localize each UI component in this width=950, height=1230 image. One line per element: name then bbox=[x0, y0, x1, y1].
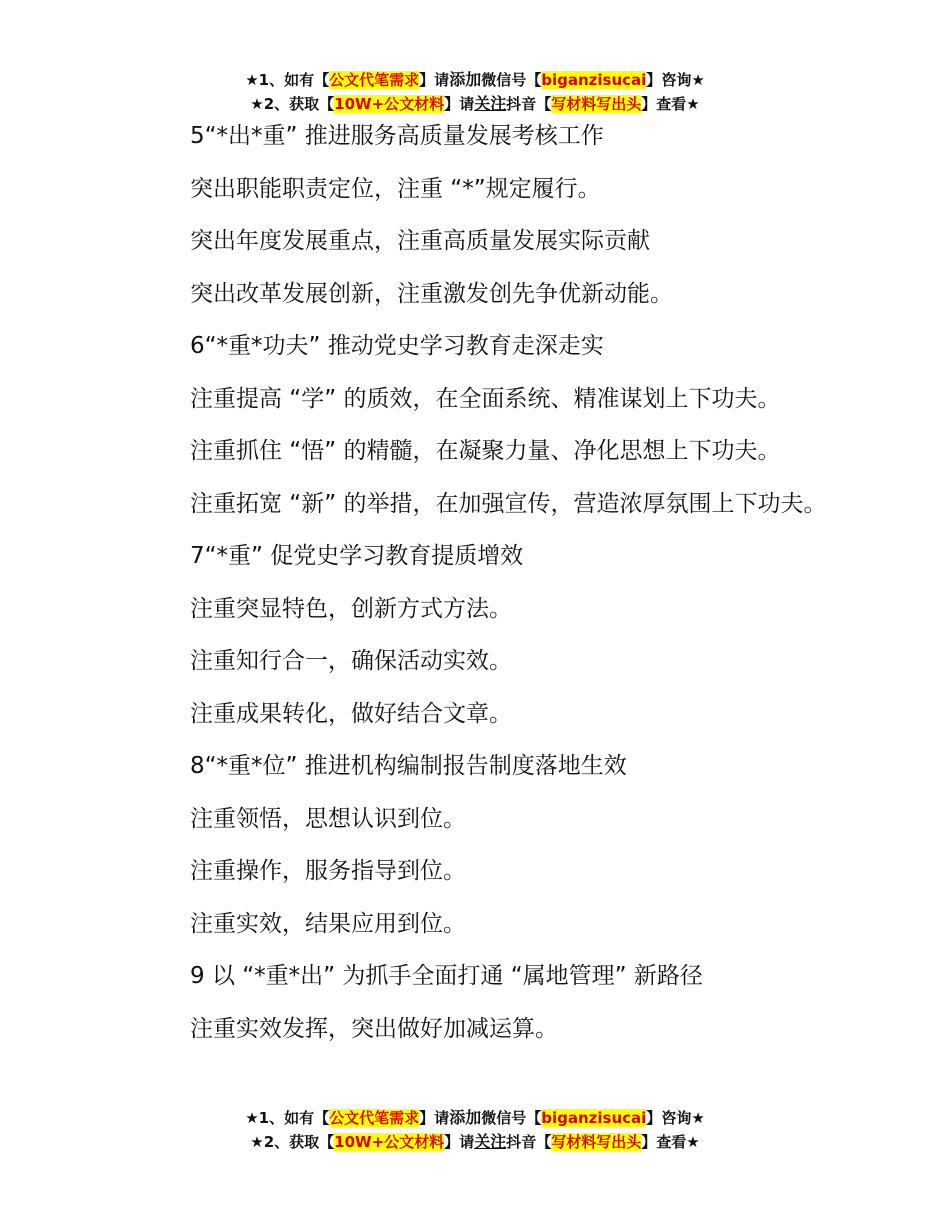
paragraph: 注重操作，服务指导到位。 bbox=[190, 858, 466, 884]
bracket: 【 bbox=[536, 95, 552, 113]
highlight-service: 公文代笔需求 bbox=[329, 71, 420, 89]
banner-line-2 bbox=[0, 1130, 950, 1154]
bracket: 【 bbox=[314, 71, 330, 89]
bracket: 】 bbox=[646, 71, 662, 89]
banner-line-1 bbox=[0, 1106, 950, 1130]
footer-banner bbox=[0, 1106, 950, 1154]
bracket: 】 bbox=[444, 1133, 460, 1151]
bracket: 】 bbox=[419, 1109, 435, 1127]
banner-text: 请 bbox=[434, 1109, 450, 1127]
banner-text: 关注 bbox=[474, 94, 507, 113]
bracket: 】 bbox=[444, 95, 460, 113]
header-banner bbox=[0, 68, 950, 116]
paragraph: 注重知行合一，确保活动实效。 bbox=[190, 648, 512, 674]
paragraph: 注重实效发挥，突出做好加减运算。 bbox=[190, 1015, 558, 1042]
banner-text: 请 bbox=[434, 71, 450, 89]
banner-text: ★2、获取 bbox=[250, 95, 320, 113]
bracket: 【 bbox=[536, 1133, 552, 1151]
bracket: 【 bbox=[319, 1133, 335, 1151]
banner-line-2 bbox=[0, 92, 950, 116]
bracket: 【 bbox=[526, 1109, 542, 1127]
paragraph: 注重领悟，思想认识到位。 bbox=[190, 805, 466, 832]
banner-text: 添加 bbox=[449, 1108, 482, 1127]
banner-text: ★2、获取 bbox=[250, 1133, 320, 1151]
paragraph: 注重抓住 “悟” 的精髓，在凝聚力量、净化思想上下功夫。 bbox=[190, 438, 781, 464]
banner-text: ★1、如有 bbox=[245, 1109, 315, 1127]
banner-text: 抖音 bbox=[506, 95, 537, 113]
paragraph: 突出职能职责定位，注重 “*”规定履行。 bbox=[190, 175, 601, 202]
heading-item-7: 7“*重” 促党史学习教育提质增效 bbox=[190, 543, 524, 569]
banner-text: 请 bbox=[459, 1133, 475, 1151]
highlight-service: 公文代笔需求 bbox=[329, 1109, 420, 1127]
bracket: 【 bbox=[526, 71, 542, 89]
paragraph: 注重成果转化，做好结合文章。 bbox=[190, 700, 512, 727]
highlight-materials: 10W+公文材料 bbox=[334, 1133, 445, 1151]
bracket: 】 bbox=[646, 1109, 662, 1127]
banner-text: 微信号 bbox=[481, 71, 527, 89]
paragraph: 突出年度发展重点，注重高质量发展实际贡献 bbox=[190, 228, 650, 254]
heading-item-9: 9 以 “*重*出” 为抓手全面打通 “属地管理” 新路径 bbox=[190, 963, 703, 989]
paragraph: 注重实效，结果应用到位。 bbox=[190, 910, 466, 937]
bracket: 【 bbox=[314, 1109, 330, 1127]
document-body bbox=[140, 114, 830, 1059]
paragraph: 突出改革发展创新，注重激发创先争优新动能。 bbox=[190, 280, 673, 307]
banner-text: 咨询★ bbox=[661, 71, 705, 89]
banner-text: 查看★ bbox=[656, 95, 700, 113]
banner-text: 关注 bbox=[474, 1132, 507, 1151]
bracket: 】 bbox=[641, 1133, 657, 1151]
highlight-materials: 10W+公文材料 bbox=[334, 95, 445, 113]
bracket: 】 bbox=[641, 95, 657, 113]
banner-text: 添加 bbox=[449, 70, 482, 89]
highlight-account: 写材料写出头 bbox=[551, 95, 642, 113]
highlight-account: 写材料写出头 bbox=[551, 1133, 642, 1151]
bracket: 【 bbox=[319, 95, 335, 113]
banner-text: ★1、如有 bbox=[245, 71, 315, 89]
heading-item-8: 8“*重*位” 推进机构编制报告制度落地生效 bbox=[190, 753, 627, 779]
paragraph: 注重突显特色，创新方式方法。 bbox=[190, 595, 512, 622]
paragraph: 注重提高 “学” 的质效，在全面系统、精准谋划上下功夫。 bbox=[190, 385, 781, 412]
highlight-wechat-id: biganzisucai bbox=[541, 1109, 647, 1127]
paragraph: 注重拓宽 “新” 的举措，在加强宣传，营造浓厚氛围上下功夫。 bbox=[190, 490, 827, 517]
banner-text: 咨询★ bbox=[661, 1109, 705, 1127]
highlight-wechat-id: biganzisucai bbox=[541, 71, 647, 89]
bracket: 】 bbox=[419, 71, 435, 89]
banner-text: 微信号 bbox=[481, 1109, 527, 1127]
heading-item-6: 6“*重*功夫” 推动党史学习教育走深走实 bbox=[190, 333, 604, 359]
banner-text: 抖音 bbox=[506, 1133, 537, 1151]
heading-item-5: 5“*出*重” 推进服务高质量发展考核工作 bbox=[190, 123, 604, 149]
banner-text: 请 bbox=[459, 95, 475, 113]
banner-text: 查看★ bbox=[656, 1133, 700, 1151]
banner-line-1 bbox=[0, 68, 950, 92]
